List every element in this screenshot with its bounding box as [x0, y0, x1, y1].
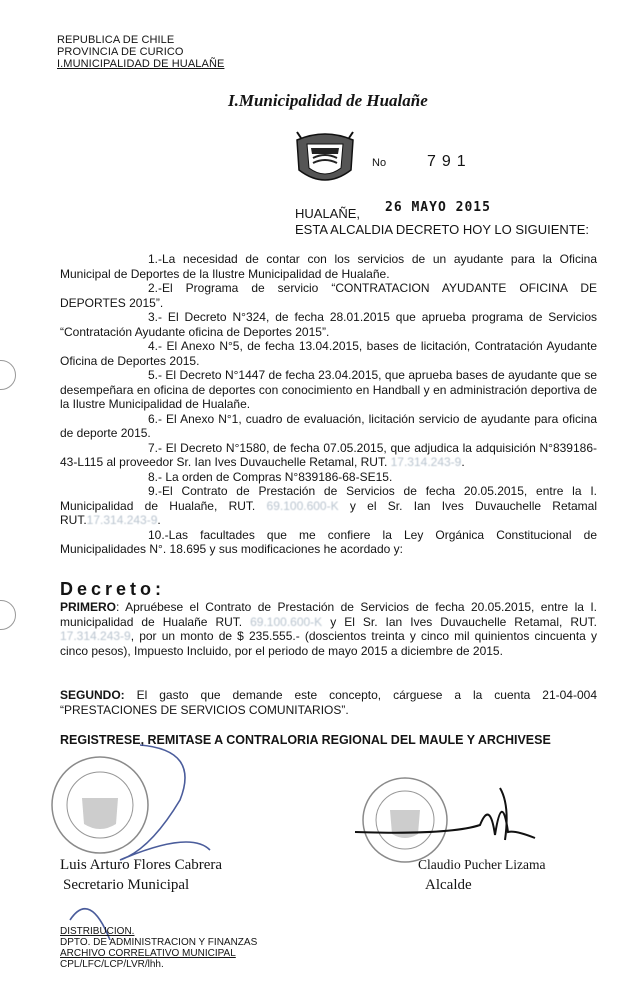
considerando-1: 1.-La necesidad de contar con los servicios de un ayudante para la Oficina Municipal de Deportes de la Ilustre Municipalidad de Hualañe. — [60, 252, 597, 281]
primero-label: PRIMERO — [60, 600, 117, 614]
considerando-9-mid: y el Sr. Ian Ives Duvauchelle Retamal RUT. — [60, 498, 597, 527]
coat-of-arms-logo — [293, 130, 357, 188]
distribution-line-3: CPL/LFC/LCP/LVR/lhh. — [60, 959, 164, 970]
redacted-rut-3: 17.314.243-9 — [60, 629, 131, 643]
header-province: PROVINCIA DE CURICO — [57, 46, 184, 58]
document-number-prefix: No — [372, 157, 387, 169]
segundo-label: SEGUNDO: — [60, 688, 125, 702]
opening-line: ESTA ALCALDIA DECRETO HOY LO SIGUIENTE: — [295, 222, 590, 237]
considerando-3: 3.- El Decreto N°324, de fecha 28.01.2015 que aprueba programa de Servicios “Contratación Ayudante oficina de Deportes 2015”. — [60, 310, 597, 339]
signatory-left-name: Luis Arturo Flores Cabrera — [60, 857, 223, 873]
primero-text-2: y El Sr. Ian Ives Duvauchelle Retamal, RUT. — [322, 614, 597, 629]
considerandos — [60, 252, 597, 557]
considerando-9 — [60, 484, 597, 528]
considerando-9-text: 9.-El Contrato de Prestación de Servicios de fecha 20.05.2015, entre la I. Municipalidad de Hualañe, RUT. — [60, 484, 597, 513]
considerando-2: 2.-El Programa de servicio “CONTRATACION AYUDANTE OFICINA DE DEPORTES 2015”. — [60, 281, 597, 310]
distribution-line-1: DPTO. DE ADMINISTRACION Y FINANZAS — [60, 937, 258, 948]
distribution-block — [60, 926, 257, 970]
primero-paragraph — [60, 600, 597, 658]
redacted-rut-2: 17.314.243-9 — [86, 513, 158, 527]
distribution-line-2: ARCHIVO CORRELATIVO MUNICIPAL — [60, 948, 236, 959]
place-label: HUALAÑE, — [295, 206, 361, 221]
signatory-left-role: Secretario Municipal — [63, 877, 190, 893]
considerando-5: 5.- El Decreto N°1447 de fecha 23.04.2015, que aprueba bases de ayudante que se desempeñara en oficina de deportes con conocimiento en Handball y en administración deportiva de la Ilustre Municipalidad de Hualañe. — [60, 368, 597, 411]
seals-and-signatures — [30, 740, 630, 940]
signatory-right-role: Alcalde — [425, 877, 472, 893]
date-stamp: 26 MAYO 2015 — [385, 200, 491, 215]
considerando-8: 8.- La orden de Compras N°839186-68-SE15. — [148, 469, 393, 484]
considerando-4: 4.- El Anexo N°5, de fecha 13.04.2015, bases de licitación, Contratación Ayudante Oficina de Deportes 2015. — [60, 339, 597, 368]
redacted-rut-muni-2: 69.100.600-K — [250, 614, 323, 629]
header-country: REPUBLICA DE CHILE — [57, 34, 175, 46]
decreto-heading: Decreto: — [60, 579, 166, 599]
document-number-value: 791 — [426, 153, 472, 170]
primero-text-3: , por un monto de $ 235.555.- (doscientos treinta y cinco mil quinientos cincuenta y cinco pesos), Impuesto Incluido, por el periodo de mayo 2015 a diciembre de 2015. — [60, 629, 597, 658]
primero-text-1: : Apruébese el Contrato de Prestación de Servicios de fecha 20.05.2015, entre la I. municipalidad de Hualañe RUT. — [60, 600, 597, 629]
left-signature-scribble — [70, 745, 210, 940]
header-municipality: I.MUNICIPALIDAD DE HUALAÑE — [57, 58, 225, 70]
distribution-title: DISTRIBUCION. — [60, 926, 135, 937]
signatory-right-name: Claudio Pucher Lizama — [418, 857, 546, 872]
redacted-rut-muni-1: 69.100.600-K — [266, 498, 339, 513]
considerando-7-text: 7.- El Decreto N°1580, de fecha 07.05.2015, que adjudica la adquisición N°839186-43-L115 al proveedor Sr. Ian Ives Duvauchelle Retamal, RUT. — [60, 440, 597, 469]
closing-line: REGISTRESE, REMITASE A CONTRALORIA REGIONAL DEL MAULE Y ARCHIVESE — [60, 733, 551, 747]
punch-hole-mark-bottom — [0, 600, 16, 630]
considerando-7: 7.- El Decreto N°1580, de fecha 07.05.2015, que adjudica la adquisición N°839186-43-L115 al proveedor Sr. Ian Ives Duvauchelle Retamal, RUT. 17.314.243-9. — [60, 440, 597, 469]
considerando-6: 6.- El Anexo N°1, cuadro de evaluación, licitación servicio de ayudante para oficina de deporte 2015. — [60, 411, 597, 440]
considerando-10: 10.-Las facultades que me confiere la Ley Orgánica Constitucional de Municipalidades N°. 18.695 y sus modificaciones he acordado y: — [60, 527, 597, 556]
right-seal — [363, 778, 447, 862]
header-block — [57, 34, 224, 70]
segundo-text: El gasto que demande este concepto, cárguese a la cuenta 21-04-004 “PRESTACIONES DE SERVICIOS COMUNITARIOS”. — [60, 688, 597, 717]
letterhead-title: I.Municipalidad de Hualañe — [228, 91, 428, 110]
document-number — [372, 153, 472, 171]
considerando-9-end: . — [157, 513, 161, 527]
segundo-paragraph — [60, 688, 597, 717]
punch-hole-mark-top — [0, 360, 16, 390]
left-seal — [52, 757, 148, 853]
redacted-rut-1: 17.314.243-9 — [390, 455, 462, 469]
